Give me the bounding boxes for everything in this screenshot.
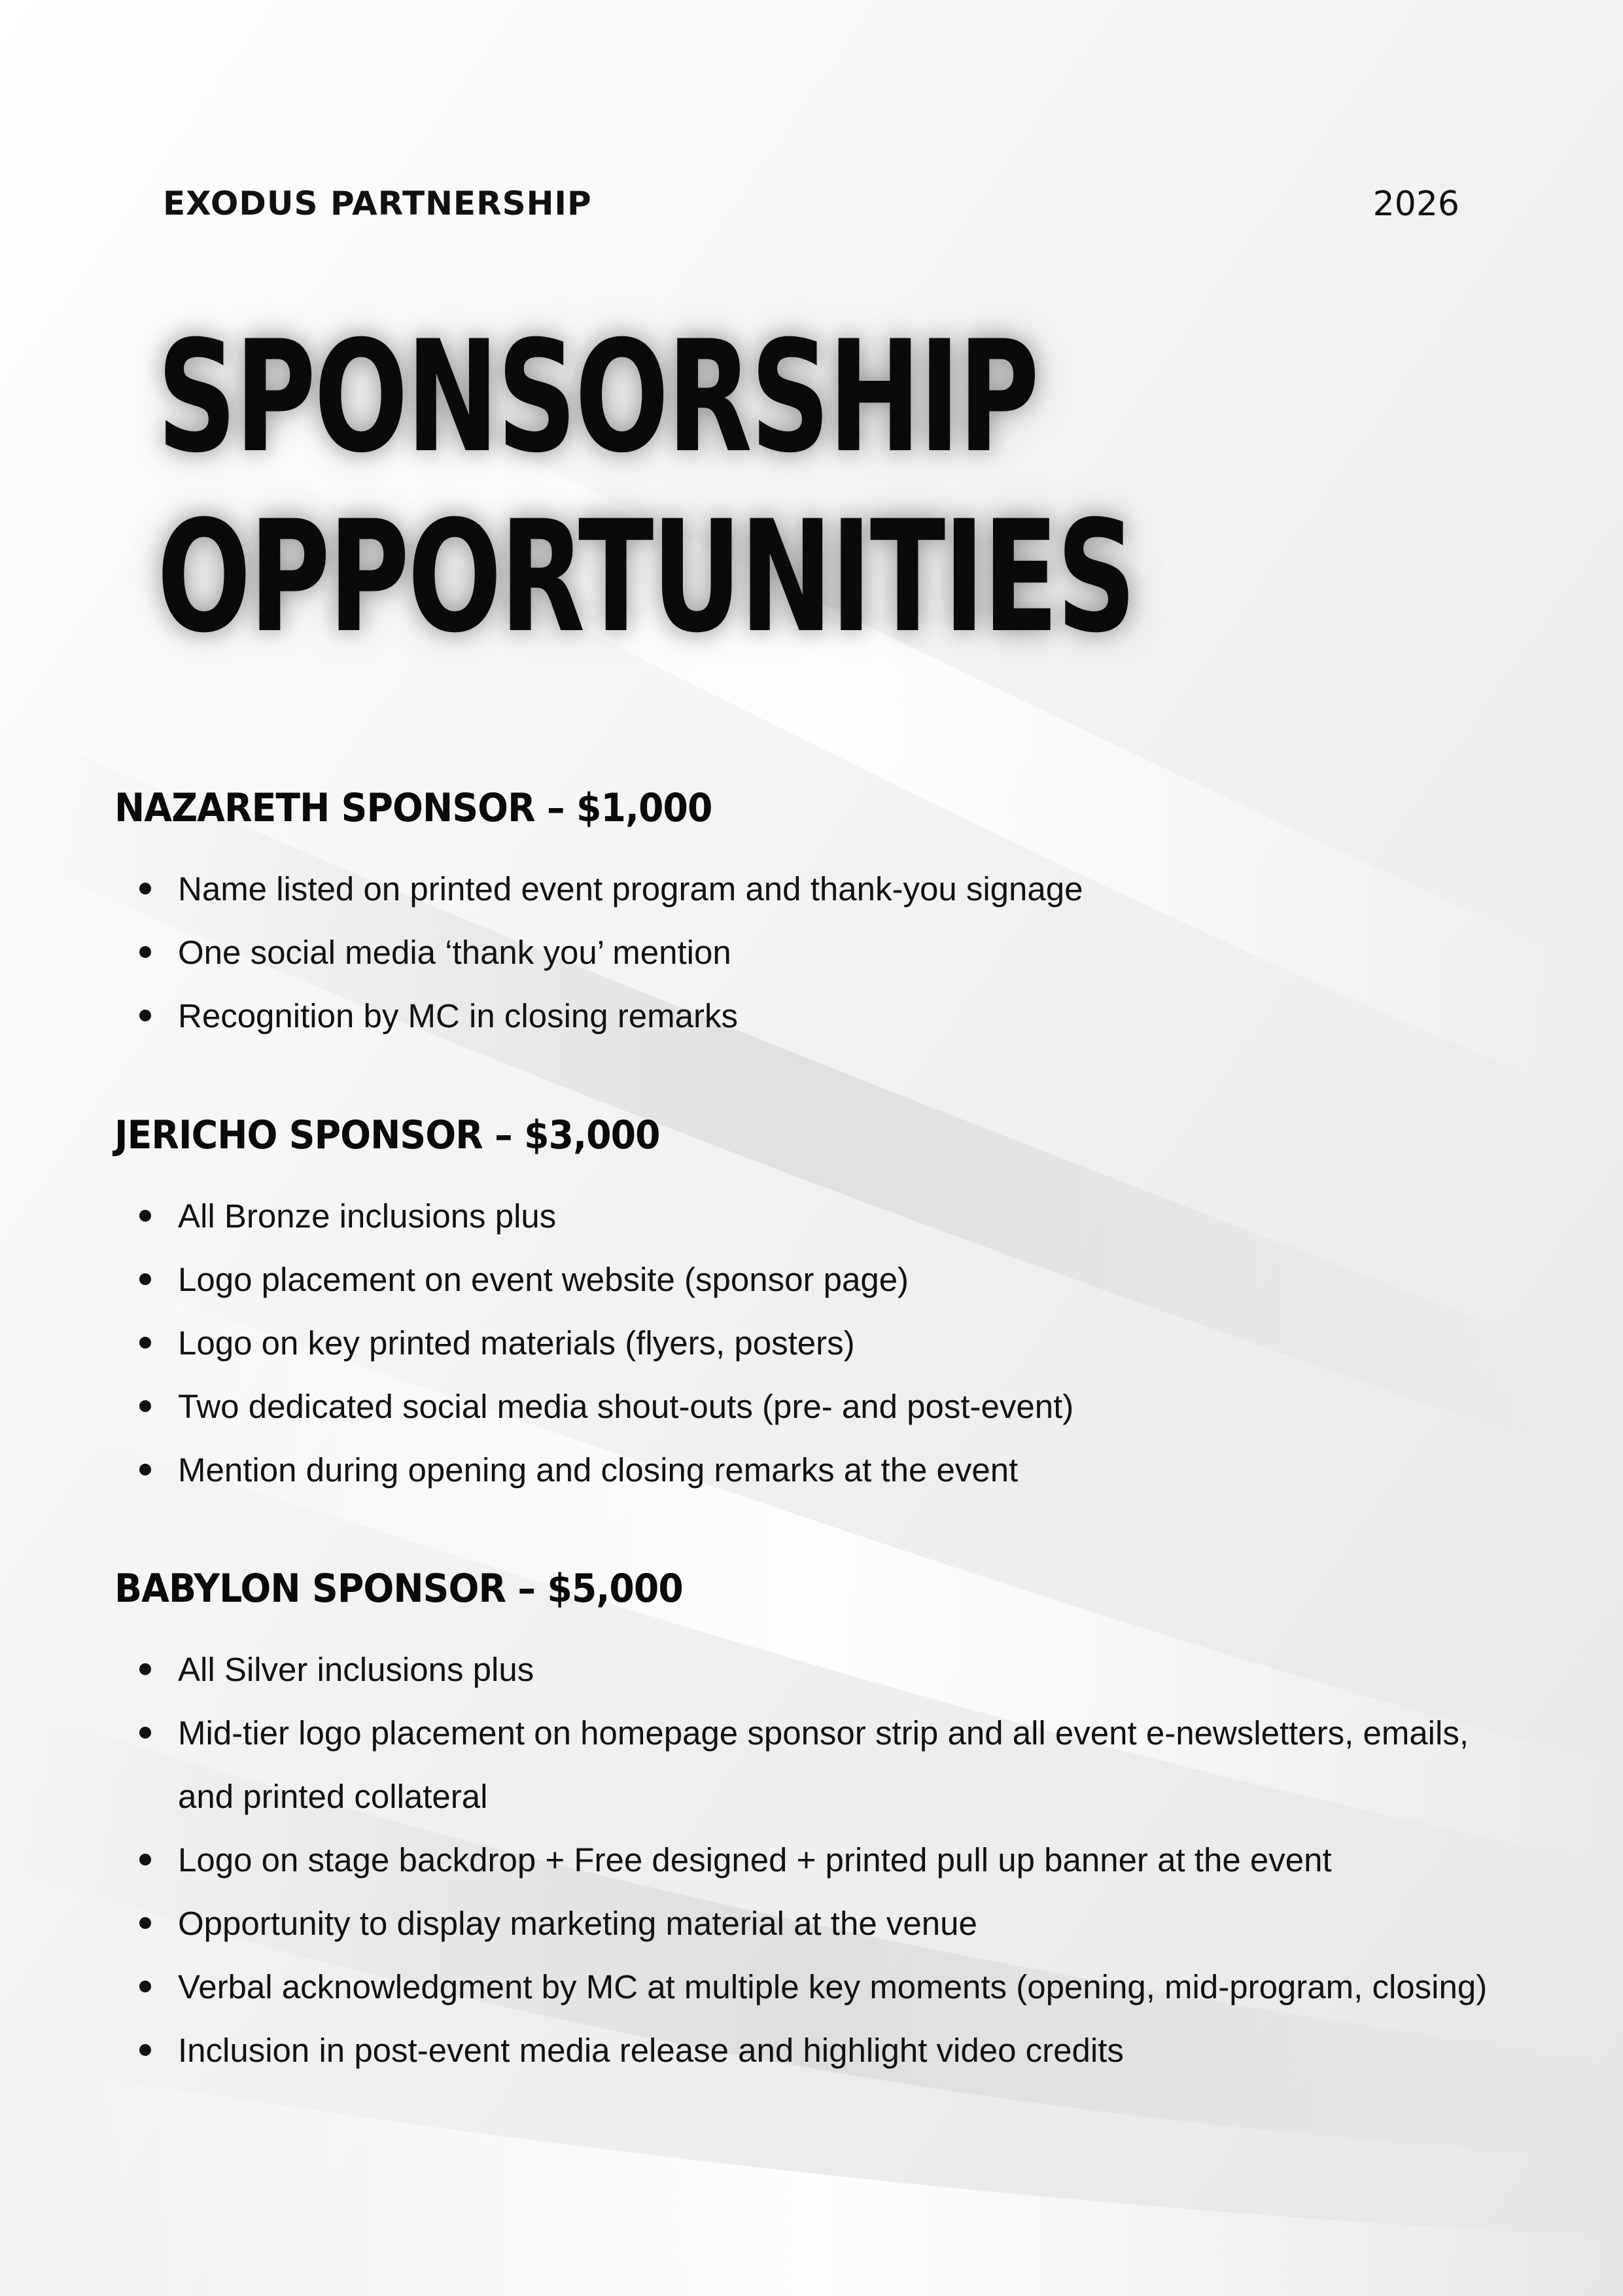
page-title-line-2: OPPORTUNITIES xyxy=(157,488,1135,667)
list-item-text: Verbal acknowledgment by MC at multiple key moments (opening, mid-program, closing) xyxy=(178,1968,1488,2005)
list-item xyxy=(114,1184,1521,1248)
bullet-icon xyxy=(139,1337,151,1349)
bullet-icon xyxy=(139,946,151,958)
year-label: 2026 xyxy=(1372,185,1459,224)
list-item xyxy=(114,857,1521,921)
list-item-text: Opportunity to display marketing material at the venue xyxy=(178,1905,977,1942)
bullet-icon xyxy=(139,883,151,894)
list-item-text: All Bronze inclusions plus xyxy=(178,1197,557,1235)
organization-name: EXODUS PARTNERSHIP xyxy=(163,185,592,222)
section-babylon-sponsor xyxy=(114,1566,1521,2082)
section-nazareth-sponsor xyxy=(114,785,1521,1048)
section-heading: NAZARETH SPONSOR – $1,000 xyxy=(114,785,712,831)
bullet-icon xyxy=(139,1727,151,1739)
list-item xyxy=(114,1375,1521,1438)
list-item xyxy=(114,1892,1521,1955)
bullet-icon xyxy=(139,1663,151,1675)
bullet-icon xyxy=(139,1981,151,1992)
bullet-icon xyxy=(139,1917,151,1929)
list-item-text: Logo on stage backdrop + Free designed + printed pull up banner at the event xyxy=(178,1841,1332,1879)
list-item-text: One social media ‘thank you’ mention xyxy=(178,934,731,971)
list-item xyxy=(114,1248,1521,1311)
bullet-icon xyxy=(139,1273,151,1285)
list-item xyxy=(114,1701,1521,1828)
list-item xyxy=(114,1828,1521,1892)
list-item xyxy=(114,1438,1521,1502)
list-item-text: Logo on key printed materials (flyers, posters) xyxy=(178,1324,855,1362)
page-title xyxy=(157,308,1134,667)
bullet-icon xyxy=(139,1400,151,1412)
list-item xyxy=(114,984,1521,1048)
bullet-icon xyxy=(139,1854,151,1865)
list-item-text: All Silver inclusions plus xyxy=(178,1651,534,1688)
list-item xyxy=(114,921,1521,984)
section-heading: JERICHO SPONSOR – $3,000 xyxy=(114,1112,660,1158)
list-item-text: Logo placement on event website (sponsor page) xyxy=(178,1261,909,1298)
list-item-text: Name listed on printed event program and thank-you signage xyxy=(178,870,1083,908)
bullet-icon xyxy=(139,1010,151,1021)
page-title-line-1: SPONSORSHIP xyxy=(157,308,1038,487)
bullet-icon xyxy=(139,1210,151,1222)
list-item xyxy=(114,1638,1521,1701)
list-item xyxy=(114,1311,1521,1375)
list-item-text: Two dedicated social media shout-outs (pre- and post-event) xyxy=(178,1388,1074,1425)
benefit-list xyxy=(114,857,1521,1048)
list-item xyxy=(114,2019,1521,2082)
section-heading: BABYLON SPONSOR – $5,000 xyxy=(114,1566,683,1612)
benefit-list xyxy=(114,1184,1521,1502)
list-item-text: Mention during opening and closing remarks at the event xyxy=(178,1451,1019,1489)
list-item-text: Recognition by MC in closing remarks xyxy=(178,997,738,1034)
list-item-text: Inclusion in post-event media release and highlight video credits xyxy=(178,2032,1124,2069)
bullet-icon xyxy=(139,2044,151,2056)
section-jericho-sponsor xyxy=(114,1112,1521,1502)
bullet-icon xyxy=(139,1464,151,1475)
list-item xyxy=(114,1955,1521,2019)
list-item-text: Mid-tier logo placement on homepage sponsor strip and all event e-newsletters, emails, and printed collateral xyxy=(178,1714,1469,1815)
benefit-list xyxy=(114,1638,1521,2082)
